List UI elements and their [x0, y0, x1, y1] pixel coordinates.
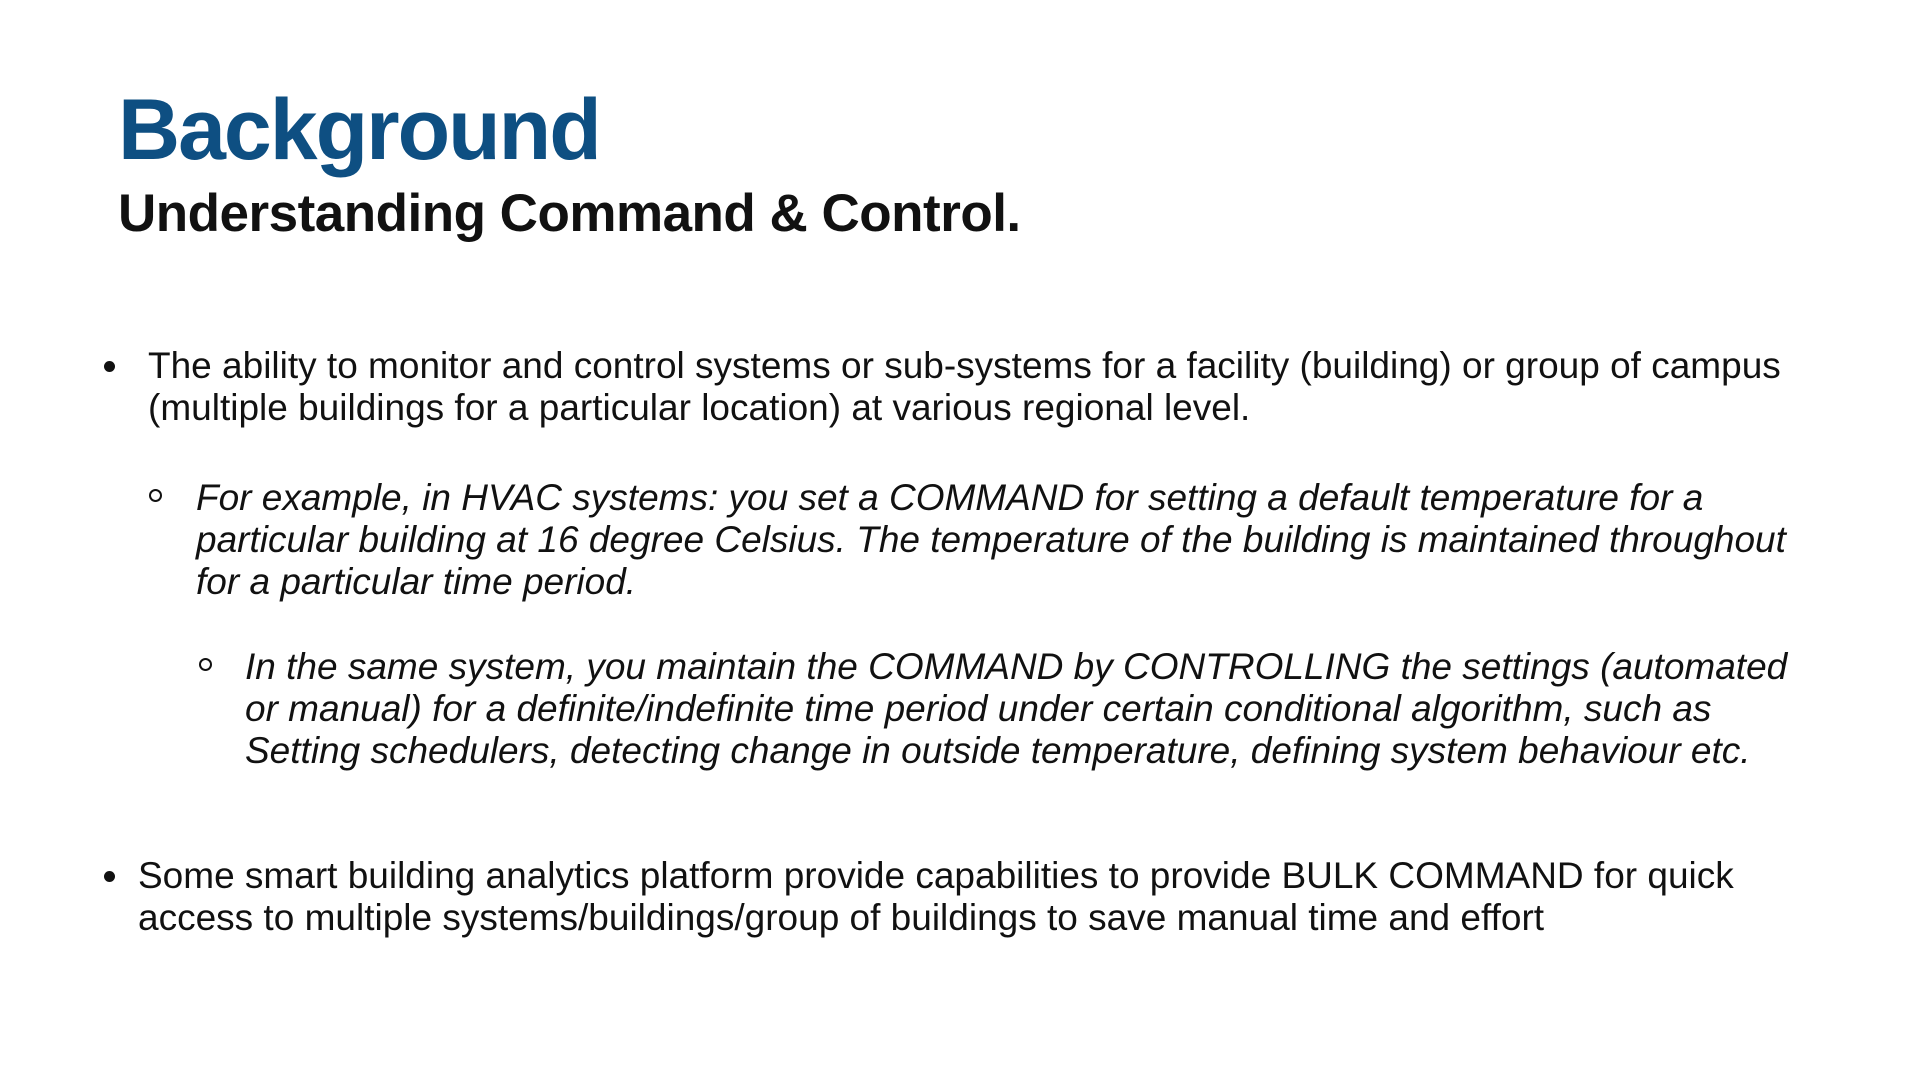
bullet-dot-icon [104, 871, 115, 882]
sub-sub-bullet-item [197, 646, 1797, 772]
sub-bullet-text: For example, in HVAC systems: you set a COMMAND for setting a default temperature for a particular building at 16 degree Celsius. The temperature of the building is maintained throughout for a particular time period. [196, 477, 1786, 602]
sub-bullet-item [147, 477, 1787, 603]
sub-sub-bullet-text: In the same system, you maintain the COMMAND by CONTROLLING the settings (automated or manual) for a definite/indefinite time period under certain conditional algorithm, such as Setting schedulers, detecting change in outside temperature, defining system behaviour etc. [245, 646, 1788, 771]
bullet-circle-icon [199, 658, 212, 671]
bullet-dot-icon [104, 361, 115, 372]
slide-subtitle: Understanding Command & Control. [118, 184, 1021, 243]
bullet-item [100, 855, 1840, 939]
slide-title: Background [118, 82, 600, 178]
bullet-text: The ability to monitor and control systems or sub-systems for a facility (building) or group of campus (multiple buildings for a particular location) at various regional level. [148, 345, 1781, 428]
bullet-item [100, 345, 1820, 429]
bullet-text: Some smart building analytics platform provide capabilities to provide BULK COMMAND for quick access to multiple systems/buildings/group of buildings to save manual time and effort [138, 855, 1734, 938]
bullet-circle-icon [149, 489, 162, 502]
